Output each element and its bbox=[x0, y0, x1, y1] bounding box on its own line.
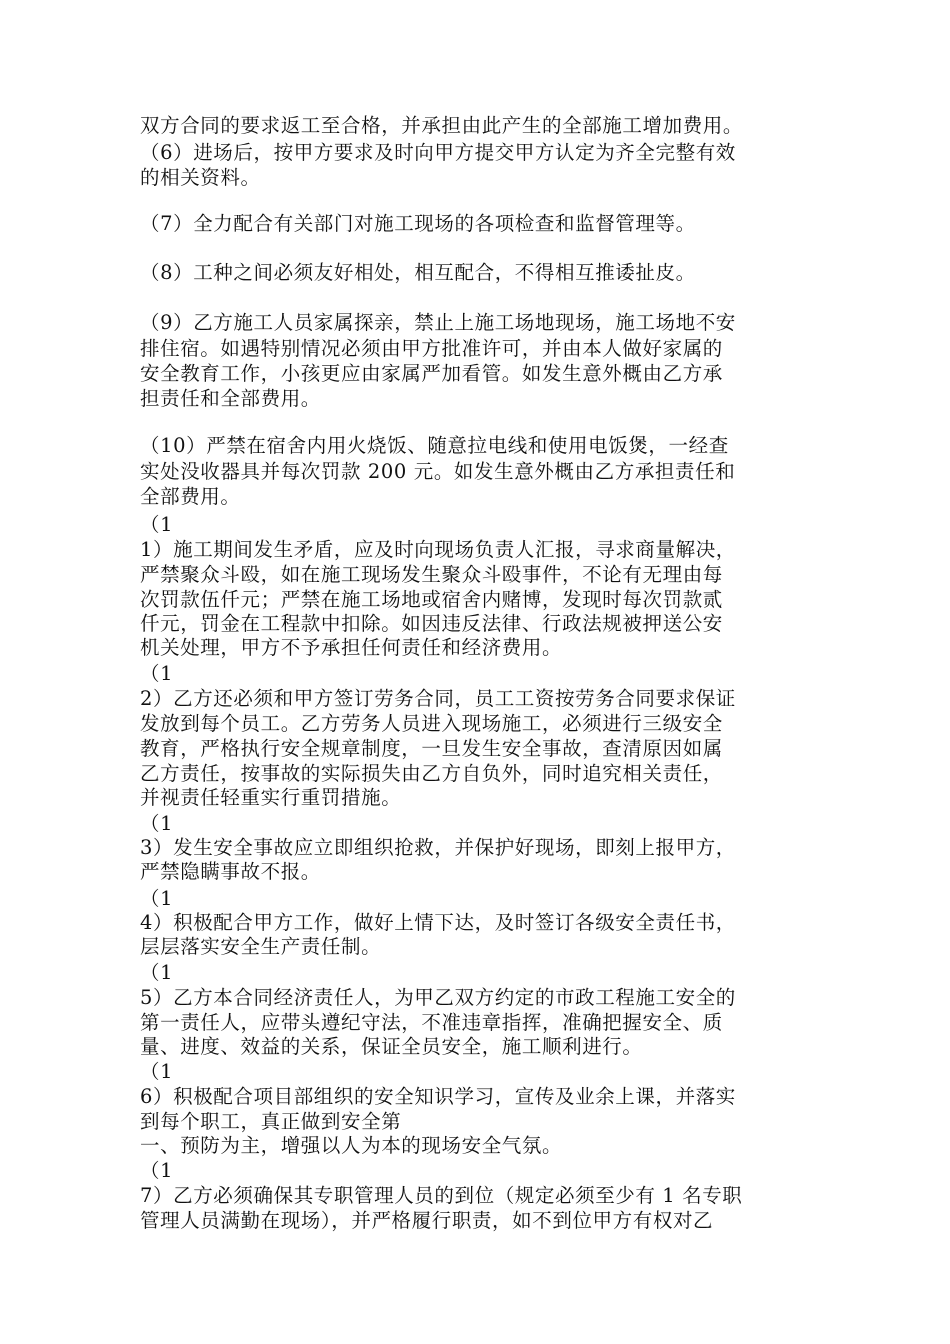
text-line: （6）进场后，按甲方要求及时向甲方提交甲方认定为齐全完整有效 bbox=[140, 141, 736, 164]
text-line: 次罚款伍仟元；严禁在施工场地或宿舍内赌博，发现时每次罚款贰 bbox=[140, 588, 723, 611]
text-line: 第一责任人，应带头遵纪守法，不准违章指挥，准确把握安全、质 bbox=[140, 1011, 723, 1034]
text-line: 7）乙方必须确保其专职管理人员的到位（规定必须至少有 1 名专职 bbox=[140, 1184, 743, 1207]
text-line: （10）严禁在宿舍内用火烧饭、随意拉电线和使用电饭煲，一经查 bbox=[140, 434, 729, 457]
text-line: 机关处理，甲方不予承担任何责任和经济费用。 bbox=[140, 636, 563, 659]
text-line: 5）乙方本合同经济责任人，为甲乙双方约定的市政工程施工安全的 bbox=[140, 986, 736, 1009]
text-line: 全部费用。 bbox=[140, 485, 241, 508]
text-line: （1 bbox=[140, 812, 174, 835]
text-line: 发放到每个员工。乙方劳务人员进入现场施工，必须进行三级安全 bbox=[140, 712, 723, 735]
text-line: 3）发生安全事故应立即组织抢救，并保护好现场，即刻上报甲方， bbox=[140, 836, 736, 859]
text-line: 乙方责任，按事故的实际损失由乙方自负外，同时追究相关责任， bbox=[140, 762, 723, 785]
text-line: （1 bbox=[140, 513, 174, 536]
text-line: 4）积极配合甲方工作，做好上情下达，及时签订各级安全责任书， bbox=[140, 911, 736, 934]
text-line: （8）工种之间必须友好相处，相互配合，不得相互推诿扯皮。 bbox=[140, 261, 696, 284]
text-line: 的相关资料。 bbox=[140, 166, 261, 189]
text-line: 仟元，罚金在工程款中扣除。如因违反法律、行政法规被押送公安 bbox=[140, 612, 723, 635]
text-line: 一、预防为主，增强以人为本的现场安全气氛。 bbox=[140, 1134, 563, 1157]
text-line: 2）乙方还必须和甲方签订劳务合同，员工工资按劳务合同要求保证 bbox=[140, 687, 736, 710]
text-line: 管理人员满勤在现场），并严格履行职责，如不到位甲方有权对乙 bbox=[140, 1209, 714, 1232]
text-line: 并视责任轻重实行重罚措施。 bbox=[140, 786, 402, 809]
text-line: （1 bbox=[140, 1060, 174, 1083]
text-line: （1 bbox=[140, 961, 174, 984]
text-line: （7）全力配合有关部门对施工现场的各项检查和监督管理等。 bbox=[140, 212, 696, 235]
text-line: 量、进度、效益的关系，保证全员安全，施工顺利进行。 bbox=[140, 1035, 643, 1058]
text-line: 安全教育工作，小孩更应由家属严加看管。如发生意外概由乙方承 bbox=[140, 362, 723, 385]
text-line: 教育，严格执行安全规章制度，一旦发生安全事故，查清原因如属 bbox=[140, 737, 723, 760]
text-line: （1 bbox=[140, 662, 174, 685]
text-line: 实处没收器具并每次罚款 200 元。如发生意外概由乙方承担责任和 bbox=[140, 460, 736, 483]
text-line: 双方合同的要求返工至合格，并承担由此产生的全部施工增加费用。 bbox=[140, 114, 744, 137]
text-line: 严禁聚众斗殴，如在施工现场发生聚众斗殴事件，不论有无理由每 bbox=[140, 563, 723, 586]
text-line: 担责任和全部费用。 bbox=[140, 387, 321, 410]
text-line: 1）施工期间发生矛盾，应及时向现场负责人汇报，寻求商量解决， bbox=[140, 538, 736, 561]
text-line: 层层落实安全生产责任制。 bbox=[140, 935, 382, 958]
text-line: 6）积极配合项目部组织的安全知识学习，宣传及业余上课，并落实 bbox=[140, 1085, 736, 1108]
text-line: 排住宿。如遇特别情况必须由甲方批准许可，并由本人做好家属的 bbox=[140, 337, 723, 360]
text-line: 到每个职工，真正做到安全第 bbox=[140, 1110, 402, 1133]
text-line: （1 bbox=[140, 1159, 174, 1182]
text-line: （9）乙方施工人员家属探亲，禁止上施工场地现场，施工场地不安 bbox=[140, 311, 736, 334]
text-line: 严禁隐瞒事故不报。 bbox=[140, 860, 321, 883]
text-line: （1 bbox=[140, 887, 174, 910]
